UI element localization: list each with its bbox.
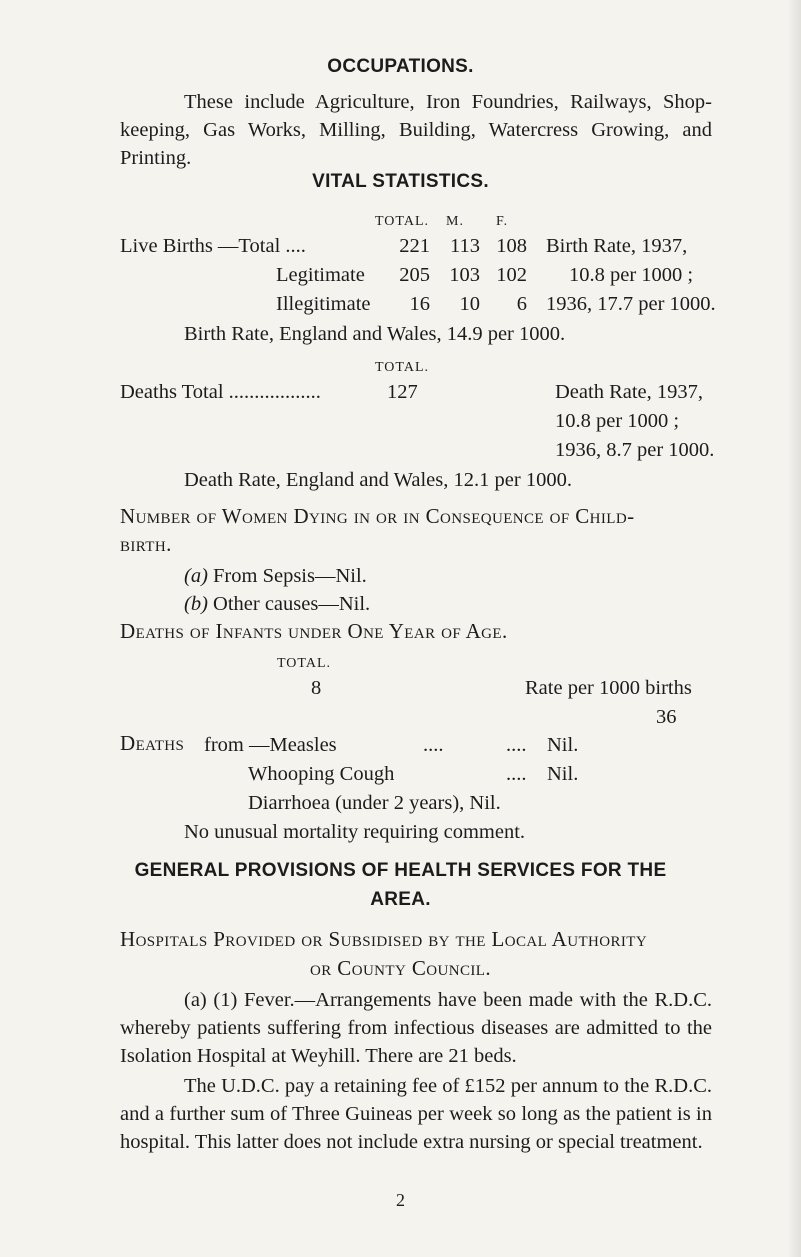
measles-value: Nil.: [547, 734, 579, 756]
england-birth-rate: Birth Rate, England and Wales, 14.9 per 1000.: [184, 323, 566, 345]
general-provisions-heading-line1: GENERAL PROVISIONS OF HEALTH SERVICES FOR THE: [134, 860, 667, 881]
illegitimate-f: 6: [516, 293, 527, 315]
live-births-f: 108: [496, 235, 527, 257]
page-edge-shadow: [787, 0, 801, 1257]
vital-statistics-heading: VITAL STATISTICS.: [312, 171, 489, 192]
fever-paragraph: (a) (1) Fever.—Arrangements have been made with the R.D.C. whereby patients suffering from infectious diseases are admitted to the Isolation Hospital at Weyhill. There are 21 beds.: [120, 989, 712, 1067]
infants-col-total: TOTAL.: [277, 656, 332, 671]
legitimate-m: 103: [449, 264, 480, 286]
infants-heading: Deaths of Infants under One Year of Age.: [120, 619, 508, 643]
england-death-rate: Death Rate, England and Wales, 12.1 per 1000.: [184, 469, 572, 491]
infants-rate-value: 36: [656, 706, 677, 728]
deaths-total-value: 127: [387, 381, 418, 403]
whooping-cough-label: Whooping Cough: [248, 763, 395, 785]
deaths-from-measles: from —Measles: [204, 734, 337, 756]
whooping-cough-value: Nil.: [547, 763, 579, 785]
occupations-paragraph: These include Agriculture, Iron Foundries, Railways, Shop-keeping, Gas Works, Milling, Building, Watercress Growing, and Printing.: [120, 91, 712, 169]
death-rate-line-2: 10.8 per 1000 ;: [555, 410, 680, 432]
occupations-heading: OCCUPATIONS.: [327, 56, 474, 77]
childbirth-text-b: Other causes—Nil.: [213, 593, 371, 615]
childbirth-heading-line2: birth.: [120, 532, 172, 556]
childbirth-heading-line1: Number of Women Dying in or in Consequence of Child-: [120, 504, 635, 528]
legitimate-f: 102: [496, 264, 527, 286]
deaths-total-label: Deaths Total ..................: [120, 381, 321, 403]
measles-dots-2: ....: [506, 734, 527, 756]
legitimate-label: Legitimate: [276, 264, 365, 286]
death-rate-line-1: Death Rate, 1937,: [555, 381, 704, 403]
childbirth-item-b: [184, 590, 370, 618]
childbirth-text-a: From Sepsis—Nil.: [213, 565, 367, 587]
whooping-dots: ....: [506, 763, 527, 785]
births-col-f: F.: [496, 214, 509, 229]
diarrhoea-line: Diarrhoea (under 2 years), Nil.: [248, 792, 501, 814]
illegitimate-label: Illegitimate: [276, 293, 371, 315]
live-births-total: 221: [399, 235, 430, 257]
birth-rate-note-1: Birth Rate, 1937,: [546, 235, 688, 257]
births-col-m: M.: [446, 214, 464, 229]
childbirth-marker-b: (b): [184, 593, 208, 615]
illegitimate-total: 16: [409, 293, 430, 315]
deaths-col-total: TOTAL.: [375, 360, 430, 375]
general-provisions-heading-line2: AREA.: [370, 889, 431, 910]
mortality-comment: No unusual mortality requiring comment.: [184, 821, 526, 843]
page-number: 2: [396, 1190, 405, 1210]
birth-rate-note-3: 1936, 17.7 per 1000.: [546, 293, 716, 315]
birth-rate-note-2: 10.8 per 1000 ;: [569, 264, 694, 286]
live-births-m: 113: [450, 235, 480, 257]
live-births-label: Live Births —Total ....: [120, 235, 306, 257]
udc-fee-paragraph: The U.D.C. pay a retaining fee of £152 per annum to the R.D.C. and a further sum of Three Guineas per week so long as the patient is in hospital. This latter does not include extra nursing or special treatment.: [120, 1075, 712, 1153]
hospitals-heading-line1: Hospitals Provided or Subsidised by the Local Authority: [120, 927, 648, 951]
legitimate-total: 205: [399, 264, 430, 286]
hospitals-heading-line2: or County Council.: [310, 956, 491, 980]
death-rate-line-3: 1936, 8.7 per 1000.: [555, 439, 715, 461]
deaths-from-label: Deaths: [120, 731, 185, 755]
illegitimate-m: 10: [459, 293, 480, 315]
infants-total: 8: [311, 677, 322, 699]
childbirth-marker-a: (a): [184, 565, 208, 587]
births-col-total: TOTAL.: [375, 214, 430, 229]
infants-rate-label: Rate per 1000 births: [525, 677, 692, 699]
measles-dots-1: ....: [423, 734, 444, 756]
childbirth-item-a: [184, 562, 367, 590]
